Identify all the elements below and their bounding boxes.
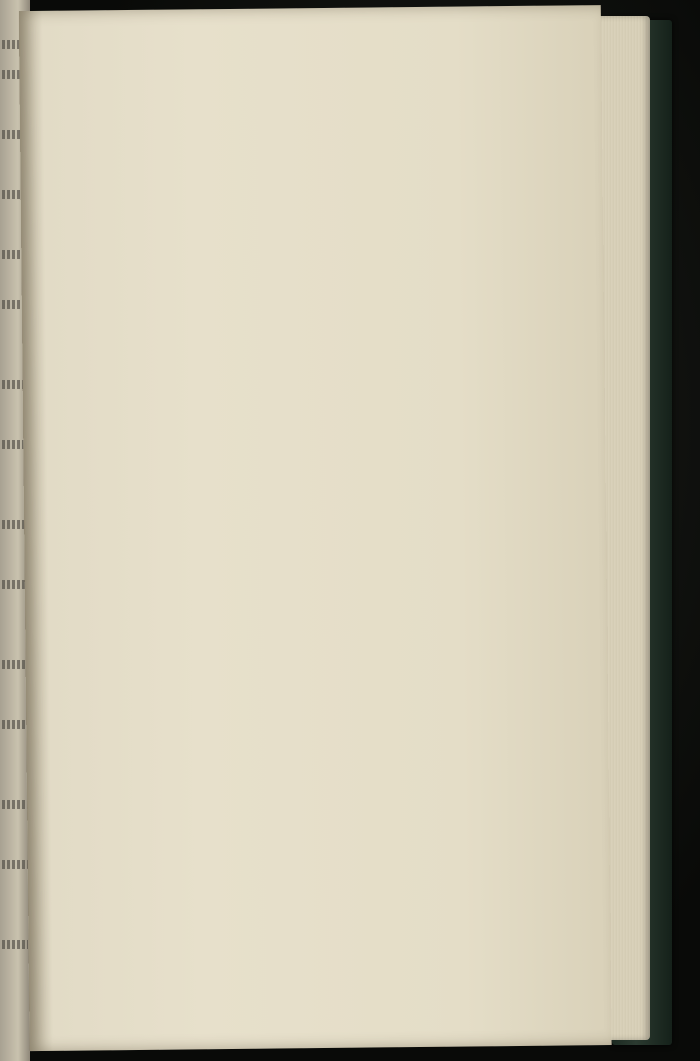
body-paragraphs <box>28 134 506 139</box>
page-text <box>28 134 506 147</box>
book-page <box>19 5 612 1051</box>
verse-quote <box>118 140 506 144</box>
running-head <box>168 88 508 92</box>
body-paragraphs-after-verse <box>28 142 506 147</box>
